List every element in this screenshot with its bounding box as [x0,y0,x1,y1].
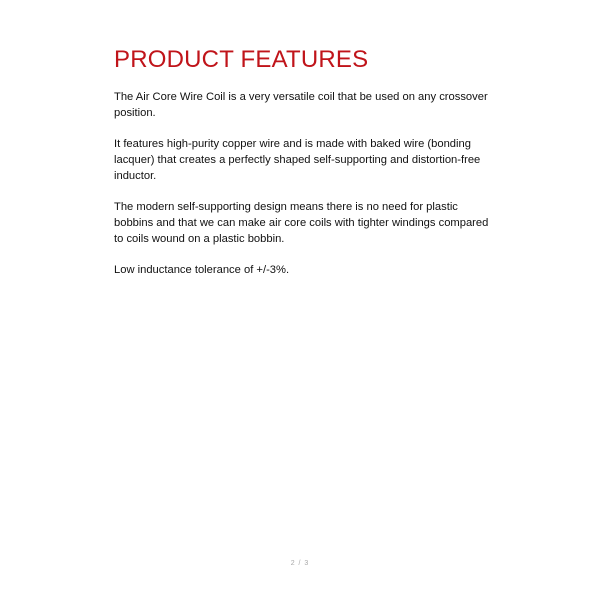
paragraph-design: The modern self-supporting design means there is no need for plastic bobbins and that we can make air core coils with tighter windings compared to coils wound on a plastic bobbin. [114,201,489,245]
paragraph-materials: It features high-purity copper wire and is made with baked wire (bonding lacquer) that creates a perfectly shaped self-supporting and distortion-free inductor. [114,138,481,182]
page-number: 2 / 3 [290,560,310,567]
page-heading: PRODUCT FEATURES [114,46,369,73]
paragraph-tolerance: Low inductance tolerance of +/-3%. [114,264,290,276]
page-content [114,46,494,293]
paragraph-intro: The Air Core Wire Coil is a very versatile coil that be used on any crossover position. [114,91,488,119]
